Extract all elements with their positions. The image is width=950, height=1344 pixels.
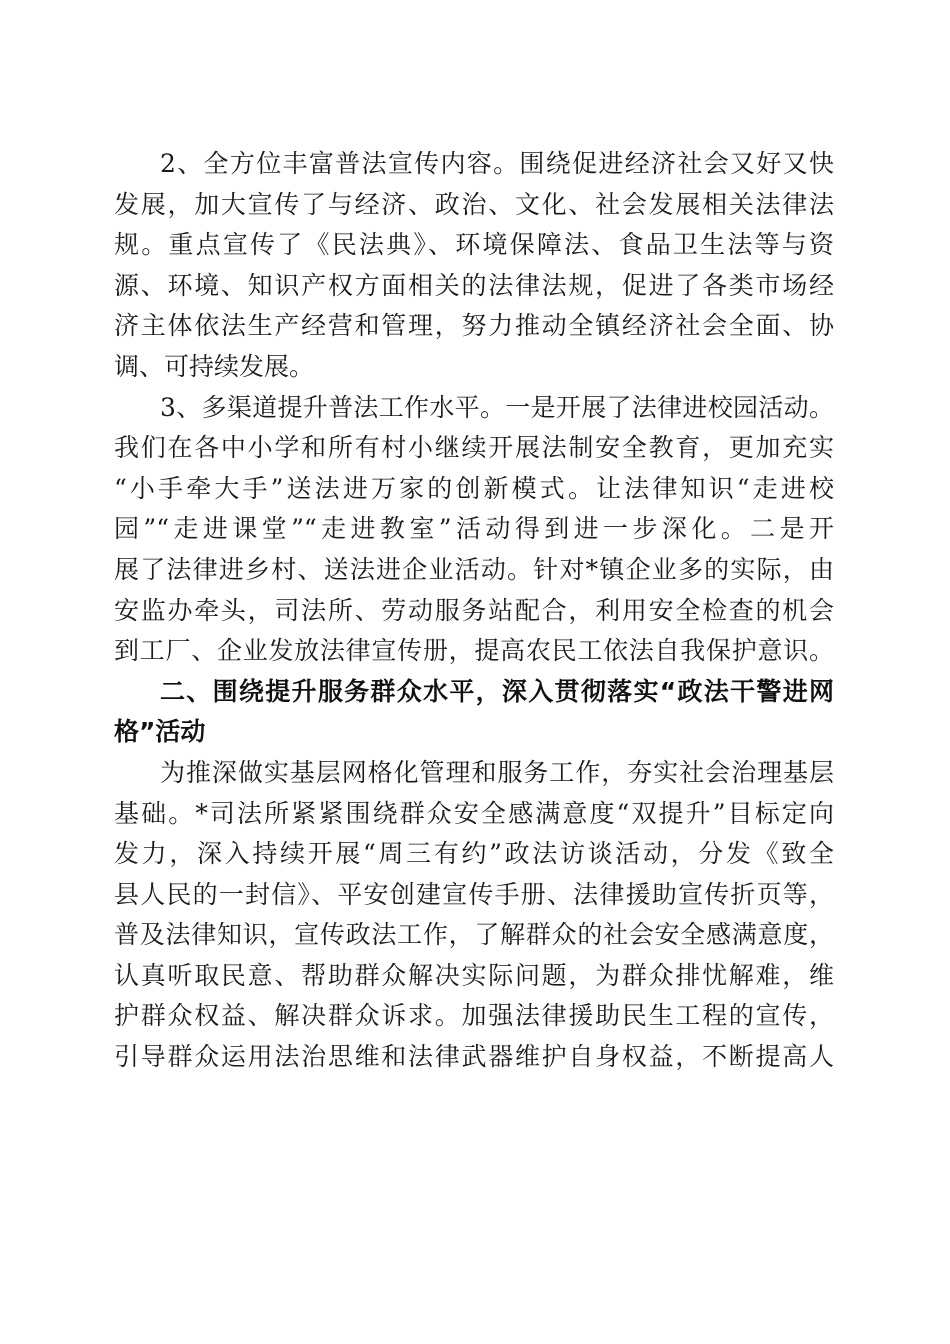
text-line: 引导群众运用法治思维和法律武器维护自身权益，不断提高人 [114, 1042, 834, 1072]
text-line: 认真听取民意、帮助群众解决实际问题，为群众排忧解难，维 [114, 960, 834, 990]
text-line: 为推深做实基层网格化管理和服务工作，夯实社会治理基层 [160, 757, 834, 787]
paragraph-item-2 [114, 144, 834, 388]
text-line: 安监办牵头，司法所、劳动服务站配合，利用安全检查的机会 [114, 595, 834, 625]
text-line: 到工厂、企业发放法律宣传册，提高农民工依法自我保护意识。 [114, 636, 834, 666]
document-body [114, 144, 834, 1078]
text-line: 发力，深入持续开展“周三有约”政法访谈活动，分发《致全 [114, 839, 834, 869]
heading-line: 二、围绕提升服务群众水平，深入贯彻落实“政法干警进网 [160, 676, 834, 706]
heading-line: 格”活动 [114, 717, 206, 747]
text-line: 调、可持续发展。 [114, 351, 315, 381]
section-heading-2 [114, 672, 834, 753]
text-line: 普及法律知识，宣传政法工作，了解群众的社会安全感满意度， [114, 920, 834, 950]
text-line: 基础。*司法所紧紧围绕群众安全感满意度“双提升”目标定向 [114, 798, 834, 828]
text-line: 2、全方位丰富普法宣传内容。围绕促进经济社会又好又快 [160, 149, 834, 178]
text-line: 展了法律进乡村、送法进企业活动。针对*镇企业多的实际，由 [114, 554, 834, 584]
text-line: 济主体依法生产经营和管理，努力推动全镇经济社会全面、协 [114, 311, 834, 341]
text-line: 县人民的一封信》、平安创建宣传手册、法律援助宣传折页等， [114, 879, 834, 909]
text-line: “小手牵大手”送法进万家的创新模式。让法律知识“走进校 [114, 473, 834, 503]
paragraph-item-3 [114, 388, 834, 672]
text-line: 发展，加大宣传了与经济、政治、文化、社会发展相关法律法 [114, 189, 834, 219]
text-line: 我们在各中小学和所有村小继续开展法制安全教育，更加充实 [114, 433, 834, 463]
text-line: 源、环境、知识产权方面相关的法律法规，促进了各类市场经 [114, 270, 834, 300]
paragraph-item-4 [114, 753, 834, 1078]
text-line: 3、多渠道提升普法工作水平。一是开展了法律进校园活动。 [160, 392, 834, 422]
text-line: 园”“走进课堂”“走进教室”活动得到进一步深化。二是开 [114, 514, 834, 544]
text-line: 护群众权益、解决群众诉求。加强法律援助民生工程的宣传， [114, 1001, 834, 1031]
text-line: 规。重点宣传了《民法典》、环境保障法、食品卫生法等与资 [114, 230, 834, 260]
